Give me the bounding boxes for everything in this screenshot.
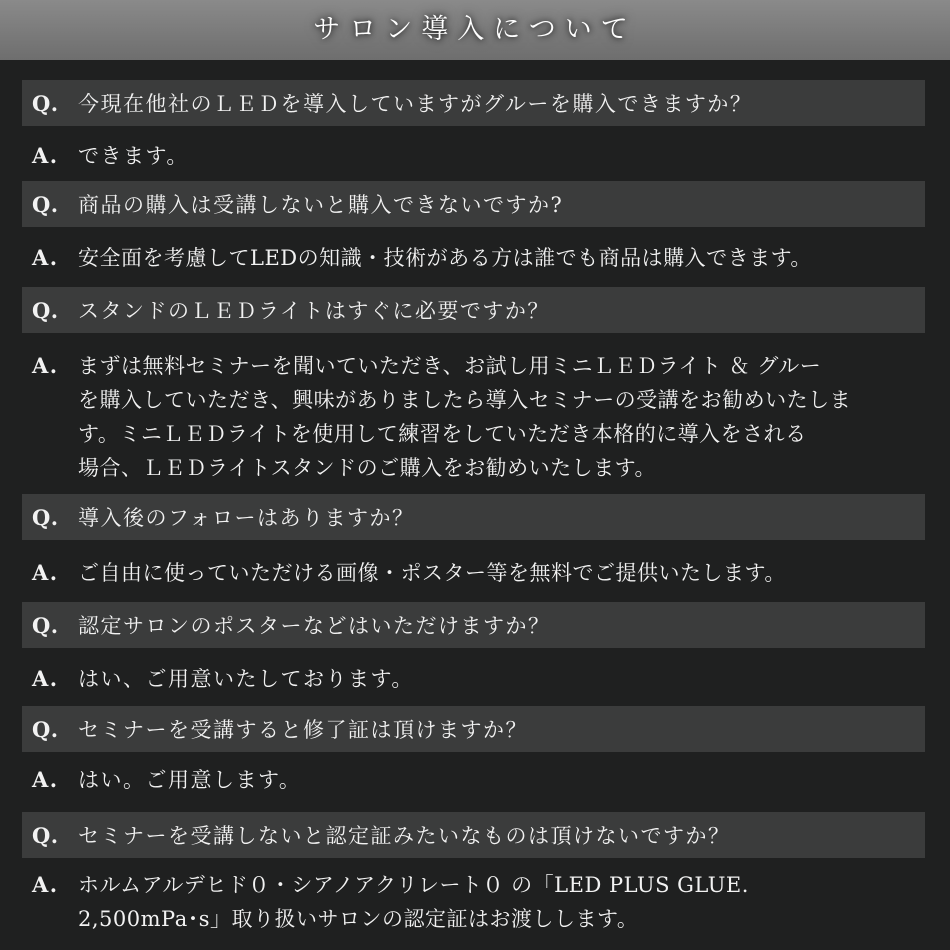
question-mark: Q. (32, 612, 60, 638)
faq-question-6 (22, 706, 925, 752)
faq-question-2 (22, 181, 925, 227)
answer-text: はい。ご用意します。 (78, 768, 302, 792)
question-text: セミナーを受講しないと認定証みたいなものは頂けないですか？ (78, 824, 731, 848)
question-mark: Q. (32, 90, 60, 116)
faq-answer-1 (32, 139, 932, 173)
faq-question-3 (22, 287, 925, 333)
faq-answer-6 (32, 763, 932, 797)
answer-mark: A. (32, 245, 59, 270)
question-text: 商品の購入は受講しないと購入できないですか? (78, 193, 564, 217)
question-mark: Q. (32, 822, 60, 848)
question-mark: Q. (32, 716, 60, 742)
faq-answer-5 (32, 662, 932, 696)
answer-mark: A. (32, 560, 59, 585)
question-mark: Q. (32, 297, 60, 323)
answer-line: を購入していただき、興味がありましたら導入セミナーの受講をお勧めいたしま (78, 388, 852, 412)
question-text: スタンドのＬＥＤライトはすぐに必要ですか？ (78, 299, 550, 323)
answer-text (78, 349, 932, 485)
question-text: セミナーを受講すると修了証は頂けますか？ (78, 718, 528, 742)
question-mark: Q. (32, 191, 60, 217)
answer-text: できます。 (78, 144, 189, 168)
question-text: 今現在他社のＬＥＤを導入していますがグルーを購入できますか？ (78, 92, 753, 116)
answer-mark: A. (32, 143, 59, 168)
answer-line: 場合、ＬＥＤライトスタンドのご購入をお勧めいたします。 (78, 456, 656, 480)
faq-question-1 (22, 80, 925, 126)
answer-line: す。ミニＬＥＤライトを使用して練習をしていただき本格的に導入をされる (78, 422, 807, 446)
page-title: サロン導入について (313, 14, 637, 45)
question-text: 導入後のフォローはありますか？ (78, 506, 415, 530)
question-mark: Q. (32, 504, 60, 530)
answer-text (78, 868, 932, 936)
faq-question-7 (22, 812, 925, 858)
answer-text: ご自由に使っていただける画像・ポスター等を無料でご提供いたします。 (78, 561, 786, 585)
question-text: 認定サロンのポスターなどはいただけますか？ (78, 614, 551, 638)
answer-line: 2,500mPa･s」取り扱いサロンの認定証はお渡しします。 (78, 907, 639, 931)
faq-question-4 (22, 494, 925, 540)
answer-line: ホルムアルデヒド０・シアノアクリレート０ の「LED PLUS GLUE. (78, 873, 749, 897)
answer-text: 安全面を考慮してLEDの知識・技術がある方は誰でも商品は購入できます。 (78, 246, 812, 270)
answer-text: はい、ご用意いたしております。 (78, 667, 414, 691)
faq-answer-7 (32, 868, 932, 936)
faq-answer-4 (32, 556, 932, 590)
answer-mark: A. (32, 666, 59, 691)
faq-question-5 (22, 602, 925, 648)
answer-mark: A. (32, 353, 59, 378)
answer-line: まずは無料セミナーを聞いていただき、お試し用ミニＬＥＤライト ＆ グルー (78, 354, 822, 378)
answer-mark: A. (32, 872, 59, 897)
answer-mark: A. (32, 767, 59, 792)
faq-answer-2 (32, 241, 932, 275)
faq-answer-3 (32, 349, 932, 485)
